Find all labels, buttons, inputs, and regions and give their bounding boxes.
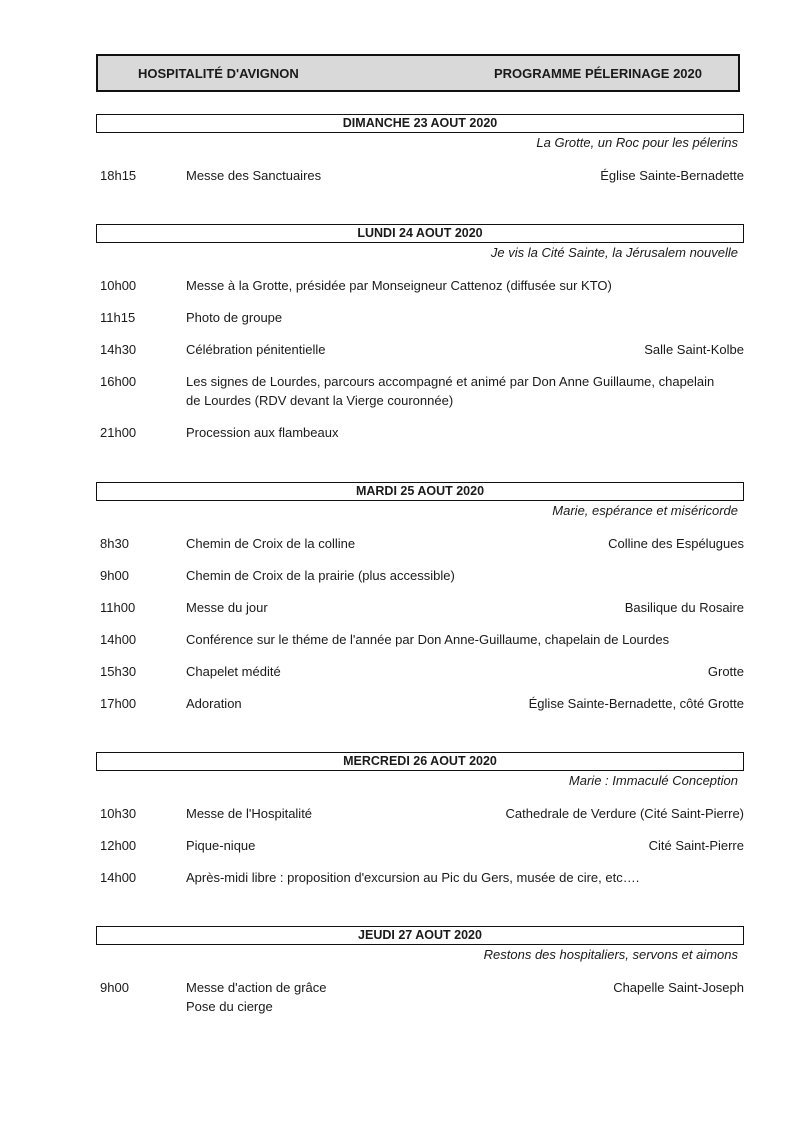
day-title: MERCREDI 26 AOUT 2020 bbox=[96, 752, 744, 771]
event-time: 11h00 bbox=[100, 600, 136, 615]
day-section-thursday bbox=[96, 926, 744, 1029]
day-title: LUNDI 24 AOUT 2020 bbox=[96, 224, 744, 243]
event-row bbox=[96, 598, 744, 617]
event-description: Messe de l'Hospitalité bbox=[186, 806, 313, 821]
event-description: Chapelet médité bbox=[186, 664, 281, 679]
event-row bbox=[96, 694, 744, 713]
event-time: 8h30 bbox=[100, 536, 129, 551]
header-program-title: PROGRAMME PÉLERINAGE 2020 bbox=[493, 66, 702, 81]
event-location: Cité Saint-Pierre bbox=[648, 838, 744, 853]
event-time: 16h00 bbox=[100, 374, 137, 389]
event-description: Adoration bbox=[186, 696, 242, 711]
event-row bbox=[96, 566, 744, 585]
event-time: 12h00 bbox=[100, 838, 137, 853]
event-description: Messe des Sanctuaires bbox=[186, 168, 322, 183]
event-time: 15h30 bbox=[100, 664, 137, 679]
event-row bbox=[96, 340, 744, 359]
header-organization: HOSPITALITÉ D'AVIGNON bbox=[138, 66, 299, 81]
event-row bbox=[96, 276, 744, 295]
event-location: Colline des Espélugues bbox=[608, 536, 744, 551]
event-row bbox=[96, 662, 744, 681]
event-time: 9h00 bbox=[100, 980, 129, 995]
event-row bbox=[96, 836, 744, 855]
event-description: Messe à la Grotte, présidée par Monseigneur Cattenoz (diffusée sur KTO) bbox=[186, 278, 612, 293]
event-row bbox=[96, 868, 744, 887]
event-description-line: Pose du cierge bbox=[186, 999, 273, 1014]
event-description: Les signes de Lourdes, parcours accompagné et animé par Don Anne Guillaume, chapelain de Lourdes (RDV devant la Vierge couronnée) bbox=[186, 374, 715, 408]
event-location: Grotte bbox=[707, 664, 744, 679]
day-theme: Marie, espérance et miséricorde bbox=[552, 503, 738, 518]
event-description: Après-midi libre : proposition d'excursion au Pic du Gers, musée de cire, etc…. bbox=[186, 870, 640, 885]
day-theme: Marie : Immaculé Conception bbox=[568, 773, 738, 788]
event-description: Chemin de Croix de la colline bbox=[186, 536, 356, 551]
event-time: 9h00 bbox=[100, 568, 129, 583]
event-location: Basilique du Rosaire bbox=[624, 600, 744, 615]
day-theme: La Grotte, un Roc pour les pélerins bbox=[536, 135, 738, 150]
day-theme: Restons des hospitaliers, servons et aimons bbox=[483, 947, 738, 962]
event-description: Photo de groupe bbox=[186, 310, 283, 325]
event-location: Chapelle Saint-Joseph bbox=[613, 980, 744, 995]
event-description-line: Messe d'action de grâce bbox=[186, 980, 327, 995]
event-row bbox=[96, 372, 744, 410]
day-theme: Je vis la Cité Sainte, la Jérusalem nouvelle bbox=[490, 245, 738, 260]
event-location: Salle Saint-Kolbe bbox=[644, 342, 744, 357]
event-description: Chemin de Croix de la prairie (plus accessible) bbox=[186, 568, 455, 583]
event-time: 18h15 bbox=[100, 168, 137, 183]
event-time: 11h15 bbox=[100, 310, 136, 325]
event-location: Église Sainte-Bernadette bbox=[600, 168, 744, 183]
event-time: 21h00 bbox=[100, 425, 137, 440]
event-row bbox=[96, 978, 744, 1016]
day-title: DIMANCHE 23 AOUT 2020 bbox=[96, 114, 744, 133]
event-location: Église Sainte-Bernadette, côté Grotte bbox=[528, 696, 744, 711]
event-row bbox=[96, 166, 744, 185]
day-title: MARDI 25 AOUT 2020 bbox=[96, 482, 744, 501]
event-time: 14h00 bbox=[100, 632, 137, 647]
day-section-wednesday bbox=[96, 752, 744, 900]
day-section-tuesday bbox=[96, 482, 744, 726]
event-location: Cathedrale de Verdure (Cité Saint-Pierre) bbox=[505, 806, 744, 821]
day-section-monday bbox=[96, 224, 744, 455]
event-description: Conférence sur le théme de l'année par Don Anne-Guillaume, chapelain de Lourdes bbox=[186, 632, 670, 647]
event-row bbox=[96, 804, 744, 823]
day-section-sunday bbox=[96, 114, 744, 198]
document-header bbox=[96, 54, 740, 92]
event-description: Pique-nique bbox=[186, 838, 256, 853]
event-row bbox=[96, 534, 744, 553]
event-row bbox=[96, 308, 744, 327]
event-row bbox=[96, 423, 744, 442]
day-title: JEUDI 27 AOUT 2020 bbox=[96, 926, 744, 945]
event-description: Procession aux flambeaux bbox=[186, 425, 339, 440]
event-row bbox=[96, 630, 744, 649]
event-time: 17h00 bbox=[100, 696, 137, 711]
event-time: 14h30 bbox=[100, 342, 137, 357]
event-time: 10h00 bbox=[100, 278, 137, 293]
event-description: Messe du jour bbox=[186, 600, 268, 615]
event-time: 10h30 bbox=[100, 806, 137, 821]
event-time: 14h00 bbox=[100, 870, 137, 885]
event-description: Célébration pénitentielle bbox=[186, 342, 326, 357]
